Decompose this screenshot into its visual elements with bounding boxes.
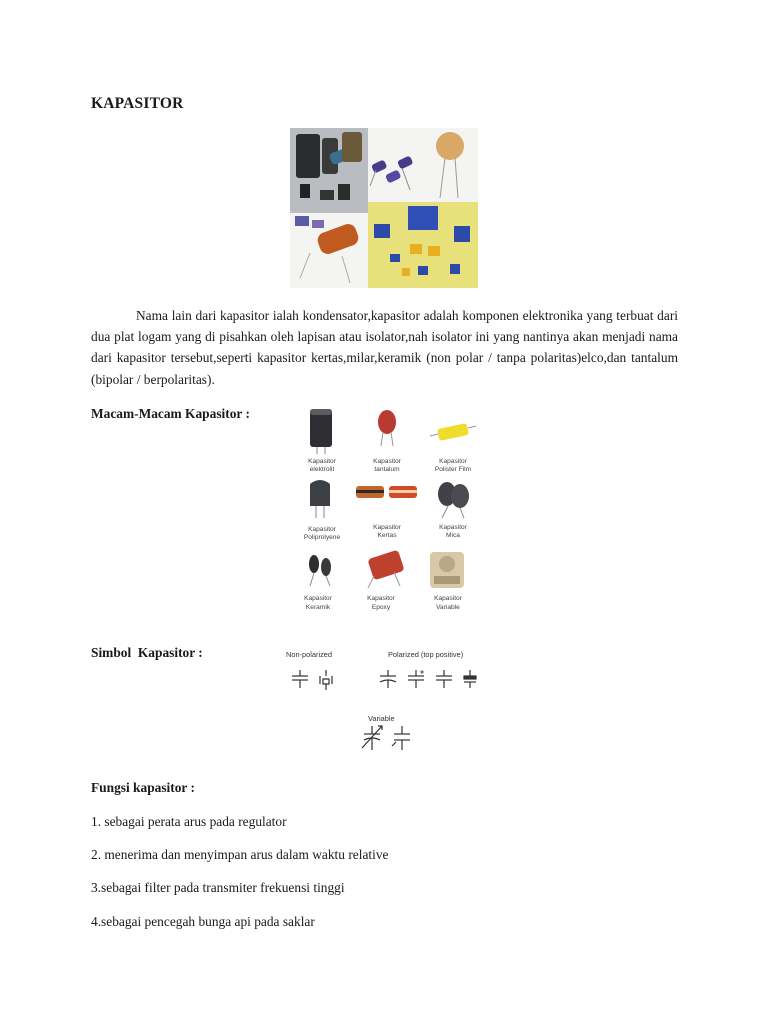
variable-symbol-1 — [362, 726, 382, 750]
tantalum-capacitor-image — [378, 410, 396, 446]
type-label-5b: Kertas — [377, 532, 397, 539]
type-label-5a: Kapasitor — [373, 524, 401, 531]
type-label-3b: Polister Film — [434, 466, 472, 473]
type-label-2a: Kapasitor — [373, 458, 401, 465]
capacitor-types-grid — [290, 404, 480, 618]
intro-paragraph: Nama lain dari kapasitor ialah kondensator,kapasitor adalah komponen elektronika yang terbuat dari dua plat logam yang di pisahkan oleh lapisan atau isolator,nah isolator ini yang nantinya akan menjadi nama dari kapasitor tersebut,seperti kapasitor kertas,milar,keramik (non polar / tanpa polaritas)elco,dan tantalum (bipolar / berpolaritas). — [91, 308, 678, 387]
function-item-4: 4.sebagai pencegah bunga api pada saklar — [91, 914, 315, 929]
non-polarized-box-symbol — [320, 670, 332, 690]
mica-capacitor-image — [438, 482, 469, 518]
type-label-7a: Kapasitor — [304, 595, 332, 602]
type-label-6a: Kapasitor — [439, 524, 467, 531]
functions-heading: Fungsi kapasitor : — [91, 780, 195, 795]
type-label-6b: Mica — [446, 532, 460, 539]
polarized-symbol-1 — [380, 670, 396, 688]
type-label-1a: Kapasitor — [308, 458, 336, 465]
type-label-2b: tantalum — [374, 466, 400, 473]
types-heading: Macam-Macam Kapasitor : — [91, 406, 250, 421]
polyester-film-capacitor-image — [430, 423, 476, 441]
page-title: KAPASITOR — [91, 95, 184, 112]
paper-capacitor-image — [356, 486, 417, 498]
non-polarized-label: Non-polarized — [286, 650, 333, 659]
function-item-1: 1. sebagai perata arus pada regulator — [91, 814, 287, 829]
polarized-symbol-2 — [408, 670, 424, 688]
capacitor-photo-collage — [290, 128, 478, 288]
ceramic-capacitor-image — [309, 555, 331, 586]
variable-capacitor-image — [430, 552, 464, 588]
polarized-symbol-3 — [436, 670, 452, 688]
symbols-heading: Simbol Kapasitor : — [91, 645, 203, 660]
polarized-symbol-4 — [464, 670, 476, 688]
polarized-label: Polarized (top positive) — [388, 650, 464, 659]
electrolytic-capacitor-image — [310, 409, 332, 454]
type-label-8b: Epoxy — [371, 604, 391, 611]
type-label-4a: Kapasitor — [308, 526, 336, 533]
polypropylene-capacitor-image — [310, 480, 330, 518]
type-label-7b: Keramik — [305, 604, 331, 611]
type-label-4b: Poliprolyene — [303, 534, 341, 541]
type-label-1b: elektrolit — [309, 466, 335, 473]
non-polarized-symbol — [292, 670, 308, 688]
type-label-9a: Kapasitor — [434, 595, 462, 602]
type-label-8a: Kapasitor — [367, 595, 395, 602]
capacitor-symbols-diagram — [282, 646, 482, 758]
function-item-2: 2. menerima dan menyimpan arus dalam waktu relative — [91, 847, 389, 862]
epoxy-capacitor-image — [367, 550, 404, 588]
variable-label: Variable — [368, 714, 395, 723]
type-label-3a: Kapasitor — [439, 458, 467, 465]
function-item-3: 3.sebagai filter pada transmiter frekuensi tinggi — [91, 880, 345, 895]
variable-symbol-2 — [392, 726, 410, 750]
type-label-9b: Variable — [436, 604, 460, 611]
